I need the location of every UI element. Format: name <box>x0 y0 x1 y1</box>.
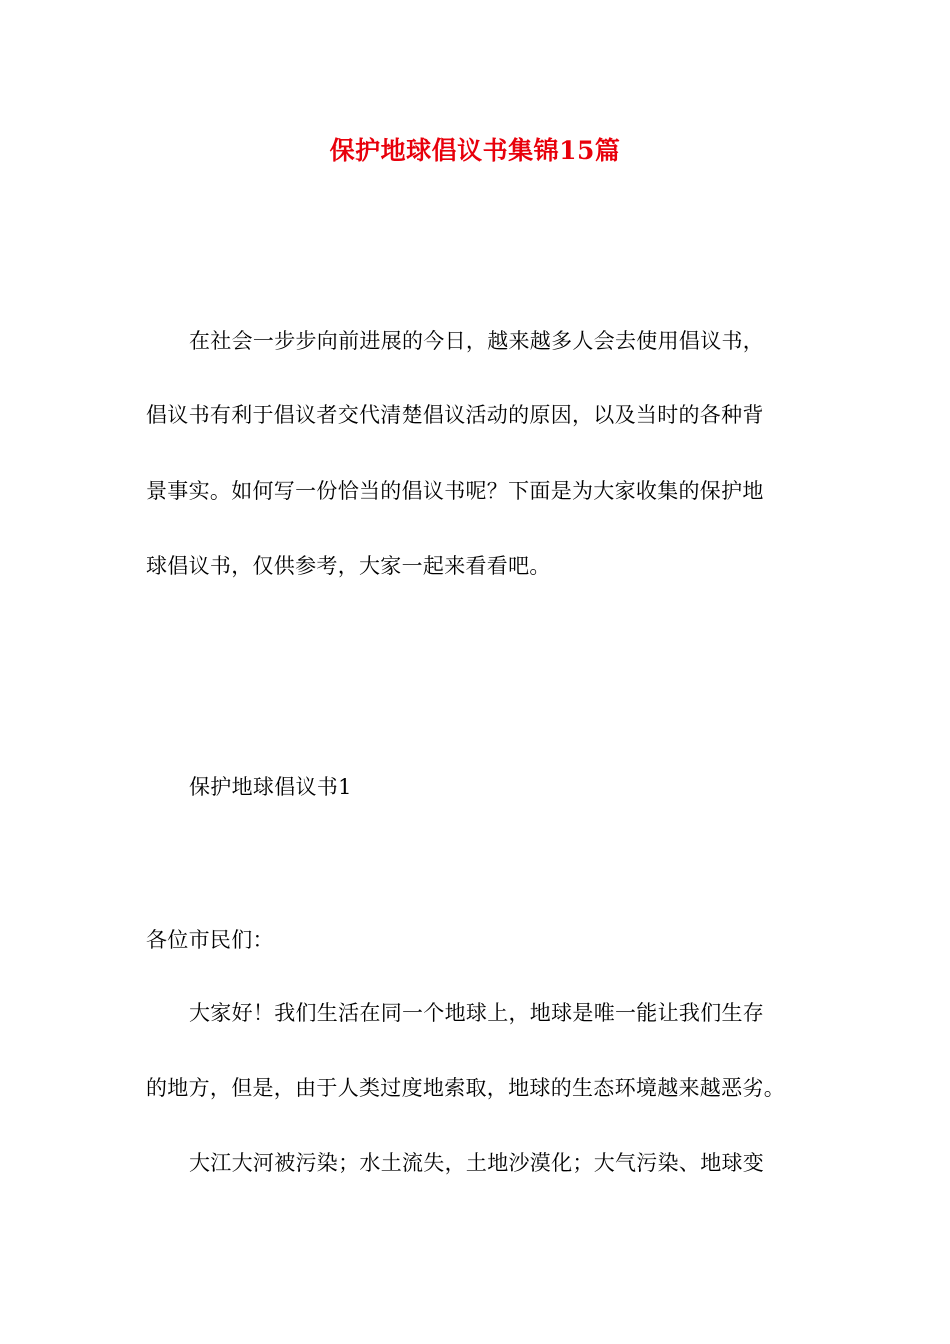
intro-line-3: 景事实。如何写一份恰当的倡议书呢？下面是为大家收集的保护地 <box>146 479 764 503</box>
body-line-1: 大家好！我们生活在同一个地球上，地球是唯一能让我们生存 <box>189 1001 765 1025</box>
intro-line-4: 球倡议书，仅供参考，大家一起来看看吧。 <box>146 554 551 578</box>
salutation: 各位市民们： <box>146 928 274 952</box>
document-title: 保护地球倡议书集锦15篇 <box>329 136 621 165</box>
intro-line-1: 在社会一步步向前进展的今日，越来越多人会去使用倡议书， <box>189 329 765 353</box>
body-line-2: 的地方，但是，由于人类过度地索取，地球的生态环境越来越恶劣。 <box>146 1076 785 1100</box>
body-line-3: 大江大河被污染；水土流失，土地沙漠化；大气污染、地球变 <box>189 1151 765 1175</box>
section-heading: 保护地球倡议书1 <box>189 775 352 799</box>
intro-line-2: 倡议书有利于倡议者交代清楚倡议活动的原因，以及当时的各种背 <box>146 403 764 427</box>
